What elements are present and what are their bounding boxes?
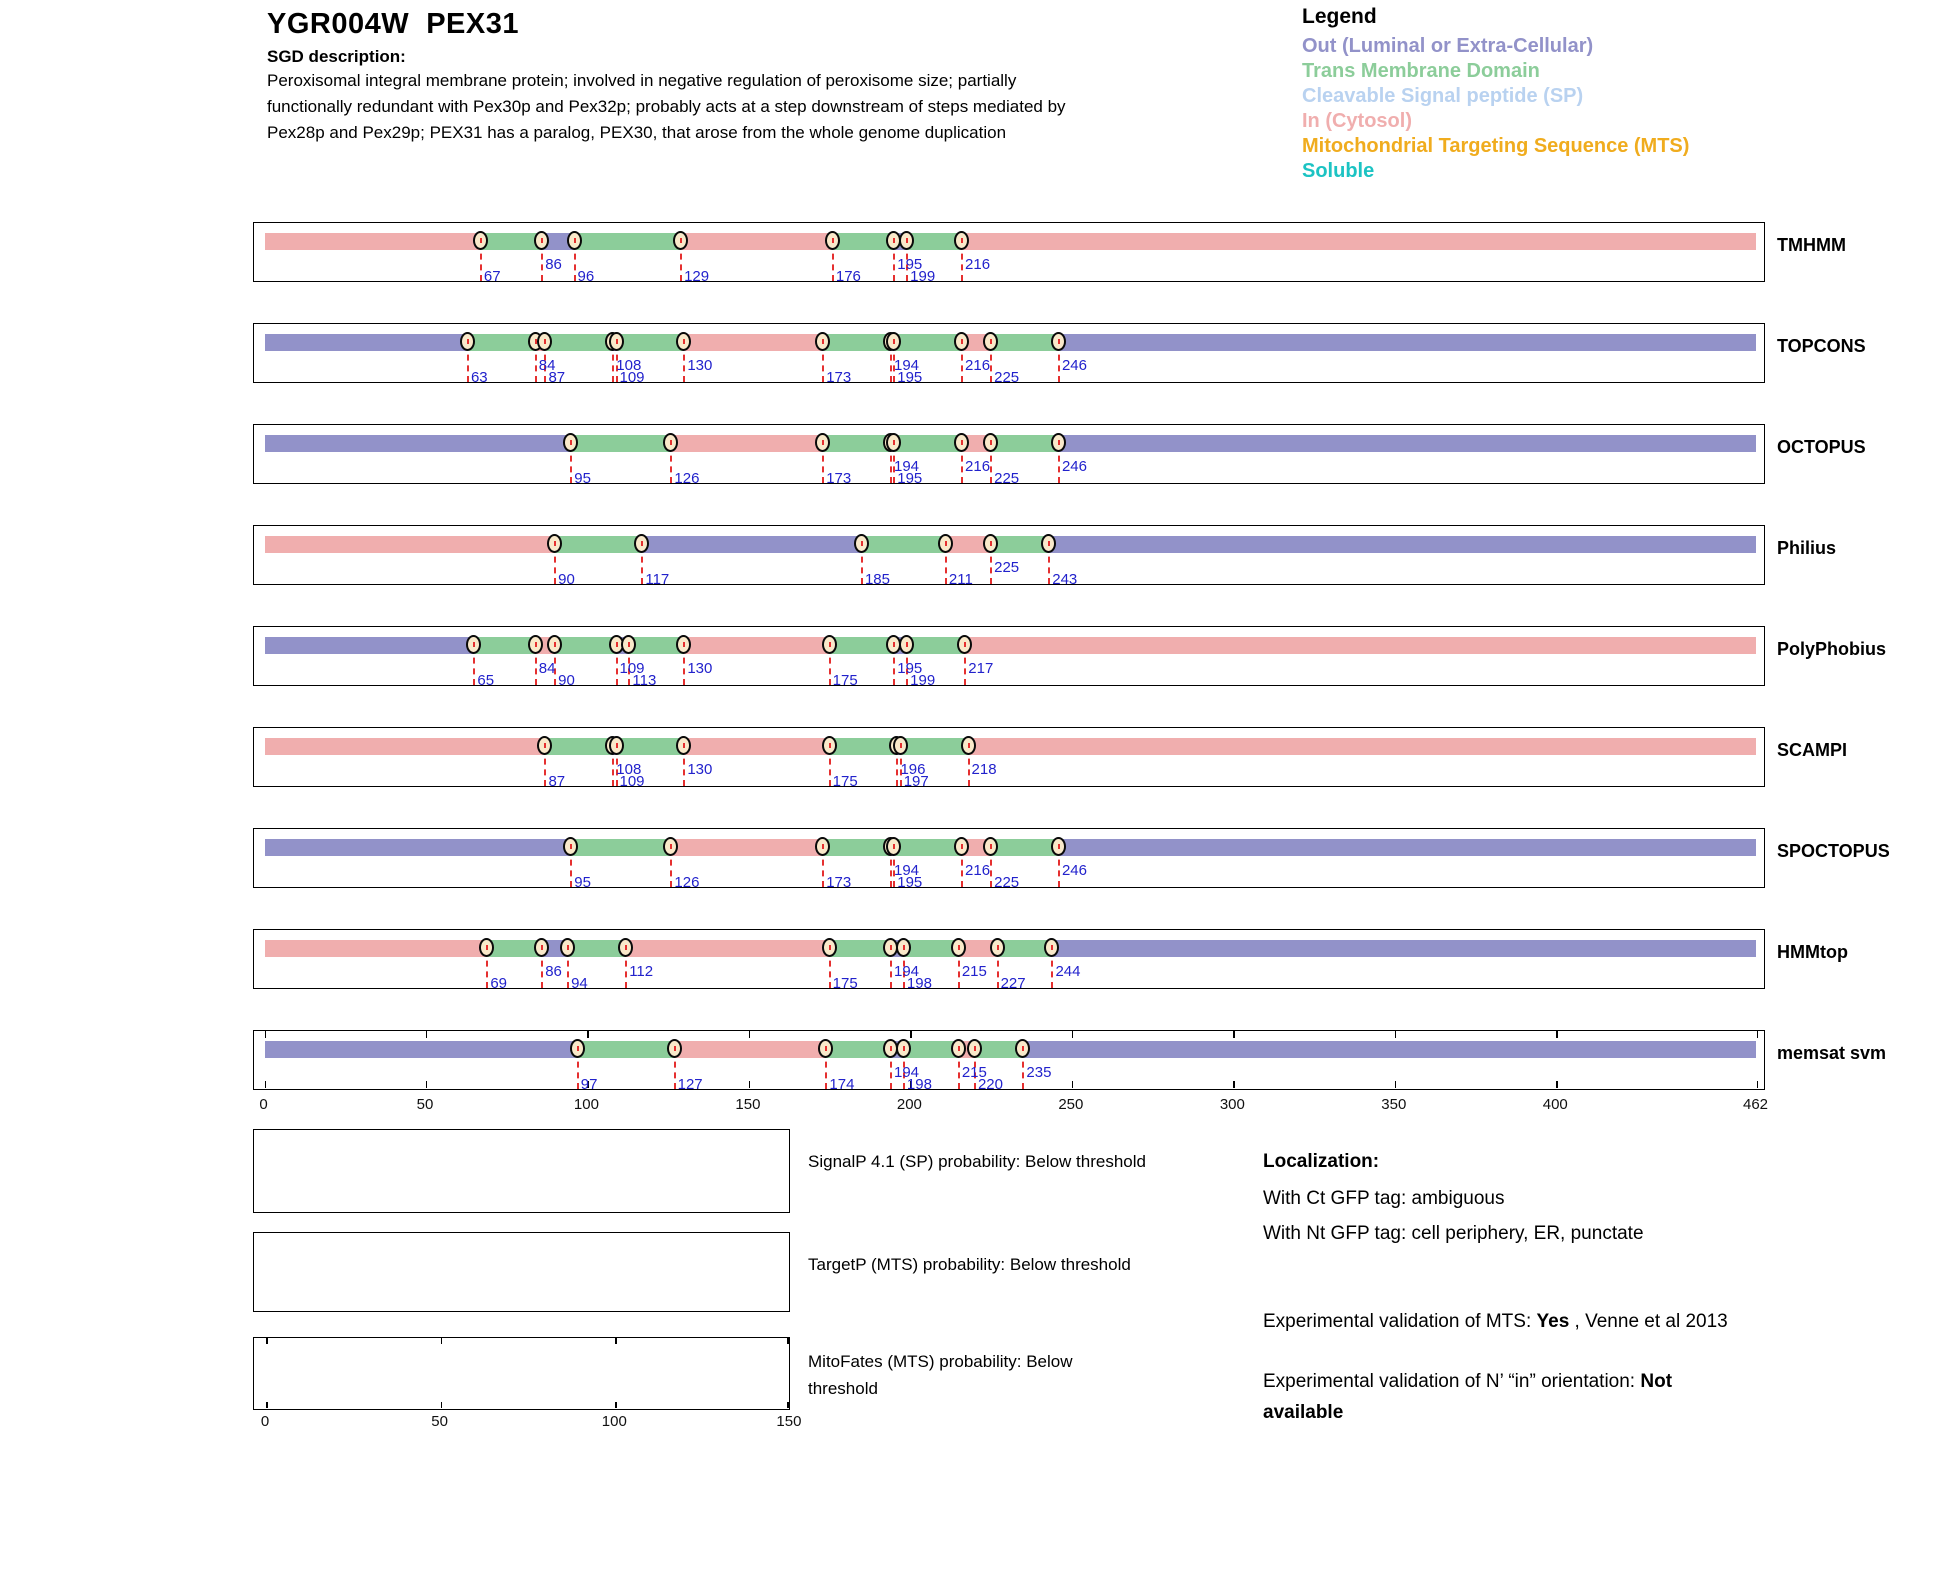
topology-segment-tm [862,536,946,553]
axis-tick-label: 50 [431,1413,448,1430]
boundary-number: 130 [687,660,713,677]
boundary-center-dot [997,945,999,950]
boundary-number: 185 [864,571,890,588]
boundary-number: 198 [906,1076,932,1093]
track-label-scampi: SCAMPI [1777,740,1848,760]
topology-segment-tm [481,233,542,250]
axis-tick-label: 150 [735,1096,761,1113]
boundary-center-dot [670,440,672,445]
axis-tick [1395,1081,1397,1088]
axis-tick-label: 0 [259,1096,268,1113]
boundary-number: 199 [910,268,936,285]
ct-gfp-line: With Ct GFP tag: ambiguous [1263,1188,1505,1209]
boundary-center-dot [906,238,908,243]
boundary-number: 95 [574,470,591,487]
boundary-center-dot [674,1046,676,1051]
boundary-number: 225 [994,369,1020,386]
localization-title: Localization: [1263,1151,1380,1172]
track-row-topcons [253,323,1765,386]
track-label-hmmtop: HMMtop [1777,942,1848,962]
boundary-number: 216 [965,458,991,475]
boundary-number: 130 [687,357,713,374]
boundary-number: 227 [1000,975,1026,992]
boundary-number: 246 [1061,357,1087,374]
axis-tick [426,1031,428,1038]
description-line: functionally redundant with Pex30p and Pex32p; probably acts at a step downstream of steps mediated by [267,97,1066,116]
probability-plot-caption-2 [808,1348,1073,1402]
boundary-number: 173 [826,874,852,891]
topology-segment-tm [991,839,1059,856]
boundary-number: 69 [490,975,508,992]
legend [1302,5,1689,184]
boundary-center-dot [906,642,908,647]
topology-segment-out [265,1041,578,1058]
boundary-number: 194 [894,862,920,879]
boundary-number: 109 [619,660,645,677]
track-row-spoctopus [253,828,1765,891]
boundary-center-dot [961,339,963,344]
boundary-center-dot [541,945,543,950]
topology-segment-in [671,435,823,452]
boundary-center-dot [554,541,556,546]
boundary-number: 173 [826,470,852,487]
legend-item-soluble: Soluble [1302,160,1375,182]
boundary-number: 194 [894,963,920,980]
boundary-center-dot [480,238,482,243]
boundary-center-dot [968,743,970,748]
caption-line: SignalP 4.1 (SP) probability: Below threshold [808,1152,1146,1171]
boundary-number: 195 [897,660,923,677]
boundary-center-dot [958,1046,960,1051]
boundary-center-dot [554,642,556,647]
topology-segment-in [675,1041,827,1058]
track-row-philius [253,525,1765,588]
boundary-number: 220 [977,1076,1003,1093]
track-row-polyphobius [253,626,1765,689]
boundary-center-dot [680,238,682,243]
topology-segment-tm [894,334,962,351]
boundary-center-dot [825,1046,827,1051]
topology-segment-tm [991,334,1059,351]
boundary-number: 108 [616,761,642,778]
sgd-description-label: SGD description: [267,47,406,66]
caption-line: TargetP (MTS) probability: Below threshold [808,1255,1131,1274]
topology-segment-tm [571,839,671,856]
boundary-number: 175 [832,672,858,689]
axis-tick [749,1031,751,1038]
boundary-number: 113 [632,672,657,689]
orientation-value: Not available [1263,1371,1673,1423]
boundary-number: 109 [619,773,645,790]
axis-tick [265,1081,267,1088]
topology-segment-in [671,839,823,856]
boundary-number: 194 [894,1064,920,1081]
topology-segment-out [265,839,572,856]
boundary-center-dot [890,1046,892,1051]
topology-segment-in [962,233,1756,250]
probability-plot-caption-1 [808,1251,1131,1278]
boundary-number: 225 [994,874,1020,891]
boundary-center-dot [544,339,546,344]
boundary-center-dot [577,1046,579,1051]
boundary-number: 246 [1061,862,1087,879]
boundary-center-dot [945,541,947,546]
boundary-number: 176 [835,268,861,285]
boundary-number: 94 [571,975,588,992]
boundary-number: 90 [558,672,575,689]
boundary-number: 112 [629,963,654,980]
track-row-tmhmm [253,222,1765,285]
topology-segment-out [265,435,572,452]
boundary-center-dot [574,238,576,243]
topology-segment-tm [826,1041,891,1058]
boundary-number: 225 [994,470,1020,487]
axis-tick [615,1338,617,1344]
topology-segment-out [265,637,475,654]
topology-segment-out [642,536,862,553]
boundary-number: 97 [580,1076,598,1093]
boundary-center-dot [670,844,672,849]
axis-tick-label: 250 [1058,1096,1084,1113]
boundary-center-dot [486,945,488,950]
topology-segment-tm [991,435,1059,452]
axis-tick [1072,1031,1074,1038]
boundary-number: 194 [894,458,920,475]
axis-tick-label: 350 [1381,1096,1407,1113]
topology-segment-tm [617,738,685,755]
boundary-center-dot [567,945,569,950]
topology-segment-out [265,334,468,351]
probability-plot-box-1 [253,1232,790,1312]
boundary-number: 90 [558,571,575,588]
boundary-number: 87 [548,369,566,386]
track-label-topcons: TOPCONS [1777,336,1866,356]
boundary-number: 67 [483,268,501,285]
boundary-center-dot [616,339,618,344]
axis-tick [1556,1031,1558,1038]
boundary-center-dot [683,339,685,344]
probability-plot-caption-0 [808,1148,1146,1175]
boundary-number: 199 [910,672,936,689]
track-label-philius: Philius [1777,538,1837,558]
boundary-number: 195 [897,369,923,386]
boundary-center-dot [990,844,992,849]
topology-segment-in [265,940,488,957]
topology-segment-tm [575,233,682,250]
track-label-tmhmm: TMHMM [1777,235,1846,255]
topology-segment-tm [545,738,613,755]
boundary-center-dot [544,743,546,748]
track-row-memsat-svm [253,1030,1765,1093]
legend-item-out: Out (Luminal or Extra-Cellular) [1302,35,1594,57]
description-line: Peroxisomal integral membrane protein; involved in negative regulation of peroxisome size; partially [267,71,1017,90]
axis-tick [1757,1031,1759,1038]
axis-tick [426,1081,428,1088]
mts-prefix: Experimental validation of MTS: [1263,1311,1537,1332]
boundary-number: 95 [574,874,591,891]
boundary-center-dot [616,743,618,748]
topology-segment-out [1059,334,1757,351]
boundary-center-dot [1058,440,1060,445]
axis-tick [749,1081,751,1088]
boundary-number: 109 [619,369,645,386]
topology-segment-out [1059,839,1757,856]
boundary-number: 217 [968,660,994,677]
boundary-center-dot [1058,339,1060,344]
boundary-number: 87 [548,773,566,790]
boundary-center-dot [964,642,966,647]
legend-item-tm: Trans Membrane Domain [1302,60,1540,82]
orientation-line [1263,1366,1743,1428]
topology-segment-tm [830,940,891,957]
nt-gfp-line: With Nt GFP tag: cell periphery, ER, punctate [1263,1223,1644,1244]
axis-tick [1072,1081,1074,1088]
boundary-center-dot [625,945,627,950]
topology-segment-out [1023,1041,1756,1058]
boundary-number: 126 [674,874,700,891]
topology-segment-in [969,738,1757,755]
legend-items [1302,34,1689,184]
boundary-center-dot [990,440,992,445]
topology-segment-tm [833,233,894,250]
axis-tick [910,1031,912,1038]
boundary-center-dot [893,642,895,647]
boundary-center-dot [900,743,902,748]
axis-tick [1556,1081,1558,1088]
description-line: Pex28p and Pex29p; PEX31 has a paralog, PEX30, that arose from the whole genome duplication [267,123,1007,142]
boundary-number: 198 [906,975,932,992]
boundary-number: 195 [897,470,923,487]
axis-tick [441,1402,443,1408]
track-row-scampi [253,727,1765,790]
boundary-center-dot [683,642,685,647]
boundary-center-dot [974,1046,976,1051]
boundary-number: 243 [1052,571,1078,588]
boundary-number: 194 [894,357,920,374]
boundary-number: 127 [677,1076,703,1093]
axis-tick-label: 100 [601,1413,627,1430]
boundary-center-dot [861,541,863,546]
boundary-center-dot [822,339,824,344]
topology-segment-in [626,940,829,957]
legend-item-sp: Cleavable Signal peptide (SP) [1302,85,1584,107]
axis-tick-label: 300 [1219,1096,1245,1113]
axis-tick [266,1402,268,1408]
boundary-center-dot [961,844,963,849]
topology-segment-out [1049,536,1756,553]
boundary-number: 211 [948,571,973,588]
topology-segment-tm [555,637,616,654]
axis-tick [615,1402,617,1408]
boundary-center-dot [893,339,895,344]
boundary-number: 197 [903,773,929,790]
topology-segment-tm [468,334,536,351]
track-label-memsat-svm: memsat svm [1777,1043,1887,1063]
axis-tick [787,1402,789,1408]
topology-segment-in [681,233,833,250]
boundary-center-dot [893,238,895,243]
boundary-number: 108 [616,357,642,374]
boundary-number: 216 [965,862,991,879]
boundary-number: 235 [1026,1064,1052,1081]
boundary-number: 84 [538,660,556,677]
boundary-number: 215 [961,963,987,980]
topology-segment-tm [830,637,895,654]
legend-item-in: In (Cytosol) [1302,110,1412,132]
boundary-center-dot [961,238,963,243]
boundary-center-dot [473,642,475,647]
probability-plot-box-0 [253,1129,790,1213]
boundary-number: 215 [961,1064,987,1081]
boundary-number: 246 [1061,458,1087,475]
boundary-number: 225 [994,559,1020,576]
boundary-number: 196 [900,761,926,778]
boundary-number: 117 [645,571,670,588]
boundary-number: 195 [897,874,923,891]
axis-tick [1395,1031,1397,1038]
boundary-center-dot [990,541,992,546]
topology-segment-tm [823,839,891,856]
boundary-number: 195 [897,256,923,273]
axis-tick [1757,1081,1759,1088]
axis-tick [787,1338,789,1344]
boundary-center-dot [893,440,895,445]
topology-segment-in [265,738,546,755]
axis-tick-label: 0 [260,1413,270,1430]
boundary-center-dot [961,440,963,445]
topology-segment-tm [894,839,962,856]
boundary-number: 216 [965,256,991,273]
boundary-number: 173 [826,369,852,386]
boundary-center-dot [535,339,537,344]
boundary-center-dot [832,238,834,243]
axis-tick-label: 400 [1542,1096,1568,1113]
caption-line: MitoFates (MTS) probability: Below [808,1352,1073,1371]
topology-segment-tm [823,334,891,351]
track-label-spoctopus: SPOCTOPUS [1777,841,1890,861]
axis-tick-label: 50 [416,1096,434,1113]
boundary-number: 84 [538,357,556,374]
boundary-center-dot [893,844,895,849]
boundary-center-dot [958,945,960,950]
boundary-number: 175 [832,975,858,992]
boundary-number: 65 [477,672,495,689]
topology-segment-out [1052,940,1756,957]
axis-tick [441,1338,443,1344]
track-row-octopus [253,424,1765,487]
legend-item-mts: Mitochondrial Targeting Sequence (MTS) [1302,135,1690,157]
topology-segment-tm [555,536,642,553]
boundary-center-dot [829,743,831,748]
topology-segment-in [965,637,1756,654]
boundary-center-dot [822,844,824,849]
boundary-number: 244 [1055,963,1081,980]
mts-suffix: , Venne et al 2013 [1569,1311,1728,1332]
topology-segment-out [1059,435,1757,452]
boundary-number: 216 [965,357,991,374]
topology-segment-tm [571,435,671,452]
axis-tick [266,1338,268,1344]
boundary-center-dot [570,844,572,849]
boundary-center-dot [535,642,537,647]
boundary-number: 130 [687,761,713,778]
axis-tick-label: 100 [573,1096,599,1113]
boundary-number: 175 [832,773,858,790]
boundary-number: 63 [470,369,488,386]
caption-line: threshold [808,1379,878,1398]
boundary-center-dot [829,642,831,647]
mts-validation-line [1263,1306,1728,1337]
probability-plot-box-2 [253,1337,790,1410]
boundary-center-dot [990,339,992,344]
boundary-number: 126 [674,470,700,487]
axis-tick [265,1031,267,1038]
boundary-center-dot [822,440,824,445]
topology-segment-in [265,233,481,250]
boundary-center-dot [467,339,469,344]
boundary-center-dot [628,642,630,647]
topology-segment-tm [894,435,962,452]
axis-tick [1233,1031,1235,1038]
track-label-octopus: OCTOPUS [1777,437,1866,457]
topology-segment-tm [578,1041,675,1058]
topology-segment-in [684,334,823,351]
track-row-hmmtop [253,929,1765,992]
boundary-center-dot [903,1046,905,1051]
boundary-number: 86 [545,963,562,980]
topology-segment-tm [474,637,535,654]
axis-tick [1233,1081,1235,1088]
boundary-center-dot [616,642,618,647]
boundary-number: 86 [545,256,562,273]
boundary-number: 129 [684,268,710,285]
axis-tick-label: 150 [776,1413,802,1430]
boundary-center-dot [541,238,543,243]
track-label-polyphobius: PolyPhobius [1777,639,1887,659]
boundary-center-dot [1051,945,1053,950]
legend-title: Legend [1302,5,1377,28]
mts-value: Yes [1536,1311,1570,1332]
sgd-description-text [267,68,1307,146]
topology-segment-tm [830,738,898,755]
topology-segment-in [265,536,556,553]
topology-segment-tm [617,334,685,351]
axis-tick-label: 462 [1742,1096,1769,1113]
boundary-number: 174 [829,1076,855,1093]
topology-segment-tm [545,334,613,351]
boundary-center-dot [570,440,572,445]
page-title: YGR004W PEX31 [267,8,519,40]
orientation-prefix: Experimental validation of N’ “in” orientation: [1263,1371,1641,1392]
boundary-center-dot [903,945,905,950]
topology-segment-tm [901,738,969,755]
boundary-number: 218 [971,761,997,778]
boundary-center-dot [1048,541,1050,546]
axis-tick-label: 200 [896,1096,922,1113]
boundary-center-dot [1022,1046,1024,1051]
boundary-center-dot [1058,844,1060,849]
boundary-center-dot [641,541,643,546]
topology-segment-tm [823,435,891,452]
axis-tick [587,1031,589,1038]
boundary-number: 96 [577,268,595,285]
boundary-center-dot [829,945,831,950]
topology-segment-in [684,637,829,654]
boundary-center-dot [683,743,685,748]
topology-segment-in [684,738,829,755]
boundary-center-dot [890,945,892,950]
